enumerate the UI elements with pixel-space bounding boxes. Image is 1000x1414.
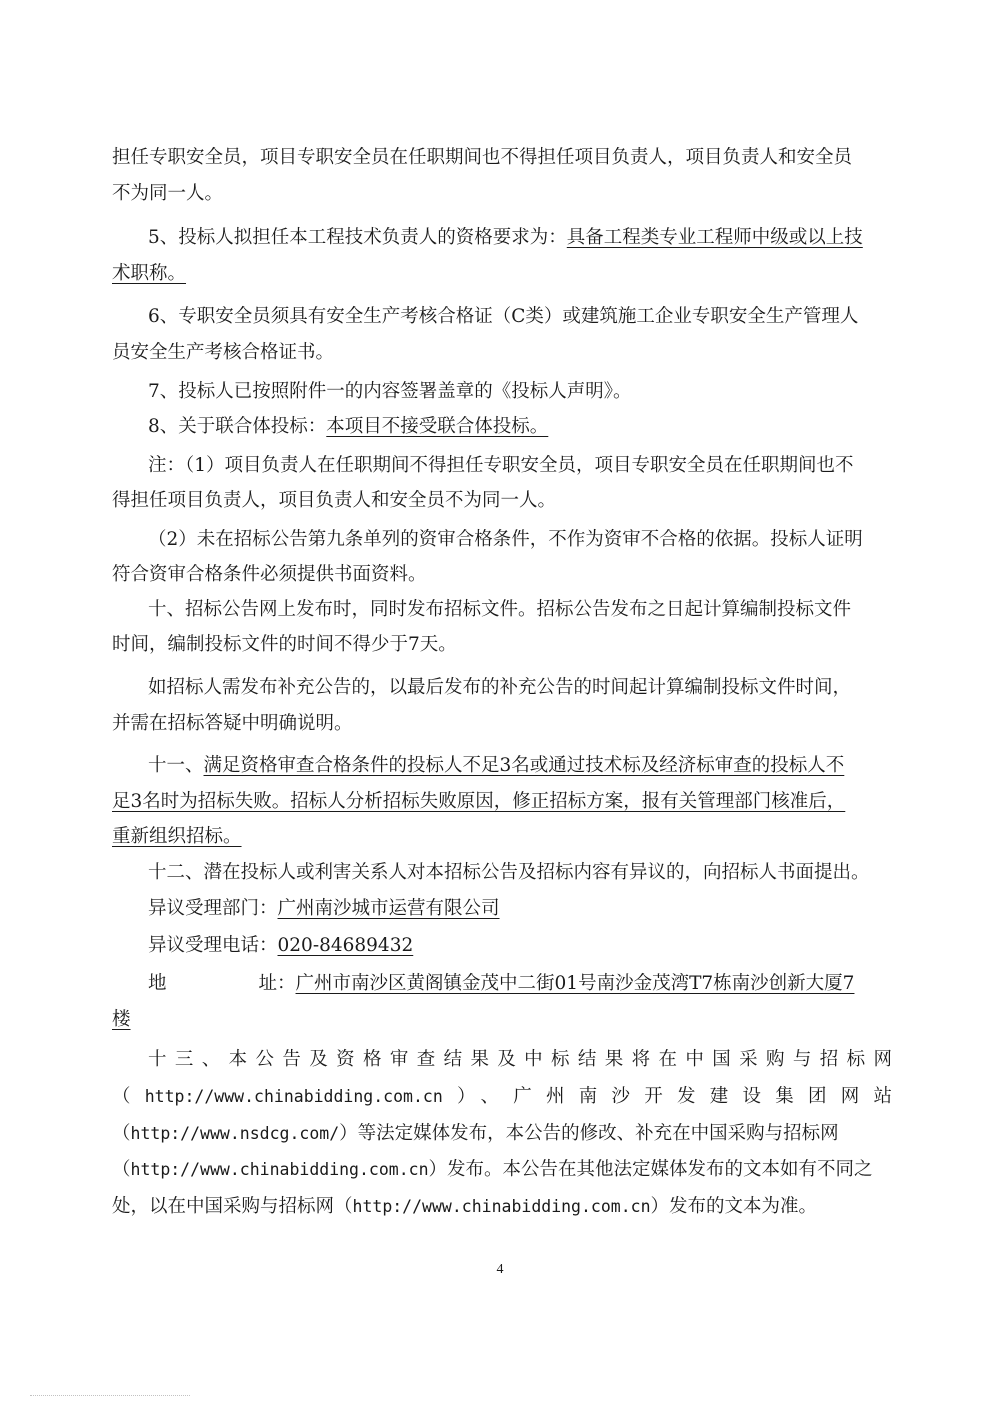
page-number: 4 xyxy=(496,1262,504,1277)
url-chinabidding[interactable]: http://www.chinabidding.com.cn xyxy=(130,1160,429,1179)
section-11-text-cont: 足3名时为招标失败。招标人分析招标失败原因，修正招标方案，报有关管理部门核准后， xyxy=(112,791,846,812)
clause-8 xyxy=(148,413,892,441)
clause-8-label: 8、关于联合体投标： xyxy=(148,416,327,437)
text-line xyxy=(112,788,892,816)
clause-5-requirement: 具备工程类专业工程师中级或以上技 xyxy=(566,227,863,248)
clause-5-label: 5、投标人拟担任本工程技术负责人的资格要求为： xyxy=(148,227,567,248)
section-10: 十、招标公告网上发布时，同时发布招标文件。招标公告发布之日起计算编制投标文件 xyxy=(148,599,852,620)
section-10-supplement: 如招标人需发布补充公告的，以最后发布的补充公告的时间起计算编制投标文件时间， xyxy=(148,677,852,698)
objection-department xyxy=(148,895,892,923)
url-nsdcg[interactable]: http://www.nsdcg.com/ xyxy=(130,1124,340,1143)
clause-5-requirement-cont: 术职称。 xyxy=(112,263,187,284)
text-segment: 处，以在中国采购与招标网（ xyxy=(112,1196,353,1217)
text-line: 担任专职安全员，项目专职安全员在任职期间也不得担任项目负责人，项目负责人和安全员 xyxy=(112,147,853,168)
section-11 xyxy=(148,752,892,780)
text-segment: ）发布。本公告在其他法定媒体发布的文本如有不同之 xyxy=(428,1159,873,1180)
objection-phone xyxy=(148,932,892,960)
text-line xyxy=(112,260,892,288)
objection-department-value: 广州南沙城市运营有限公司 xyxy=(277,898,500,919)
paren-open: （ xyxy=(112,1159,131,1180)
text-line: 不为同一人。 xyxy=(112,183,224,204)
clause-5 xyxy=(148,224,892,252)
paren-open: （ xyxy=(112,1123,131,1144)
section-11-text-cont: 重新组织招标。 xyxy=(112,826,242,847)
text-segment: ）、广州南沙开发建设集团网站 xyxy=(442,1086,892,1107)
text-line xyxy=(112,1083,892,1111)
text-line xyxy=(112,823,892,851)
text-segment: ）等法定媒体发布，本公告的修改、补充在中国采购与招标网 xyxy=(339,1123,839,1144)
clause-8-value: 本项目不接受联合体投标。 xyxy=(326,416,549,437)
text-line: 得担任项目负责人，项目负责人和安全员不为同一人。 xyxy=(112,490,557,511)
section-12: 十二、潜在投标人或利害关系人对本招标公告及招标内容有异议的，向招标人书面提出。 xyxy=(148,862,870,883)
objection-phone-label: 异议受理电话： xyxy=(148,935,278,956)
text-line: 员安全生产考核合格证书。 xyxy=(112,342,335,363)
text-line xyxy=(112,1120,892,1148)
text-line: 符合资审合格条件必须提供书面资料。 xyxy=(112,564,427,585)
section-11-text: 满足资格审查合格条件的投标人不足3名或通过技术标及经济标审查的投标人不 xyxy=(203,755,845,776)
url-chinabidding[interactable]: http://www.chinabidding.com.cn xyxy=(144,1087,443,1106)
text-line xyxy=(112,1156,892,1184)
text-line xyxy=(112,1193,892,1221)
paren-open: （ xyxy=(112,1086,145,1107)
address-value: 广州市南沙区黄阁镇金茂中二街01号南沙金茂湾T7栋南沙创新大厦7 xyxy=(295,973,855,994)
objection-department-label: 异议受理部门： xyxy=(148,898,278,919)
objection-phone-value: 020-84689432 xyxy=(277,935,414,956)
text-line: 并需在招标答疑中明确说明。 xyxy=(112,713,353,734)
clause-7: 7、投标人已按照附件一的内容签署盖章的《投标人声明》。 xyxy=(148,381,632,402)
section-11-label: 十一、 xyxy=(148,755,204,776)
note-1: 注：（1）项目负责人在任职期间不得担任专职安全员，项目专职安全员在任职期间也不 xyxy=(148,455,854,476)
address-value-cont: 楼 xyxy=(112,1009,131,1030)
address-label-1: 地 xyxy=(148,973,167,994)
section-13: 十三、本公告及资格审查结果及中标结果将在中国采购与招标网 xyxy=(148,1049,892,1070)
address-label-2: 址： xyxy=(258,973,296,994)
text-line xyxy=(112,1006,892,1034)
url-chinabidding[interactable]: http://www.chinabidding.com.cn xyxy=(352,1197,651,1216)
text-line: 时间，编制投标文件的时间不得少于7天。 xyxy=(112,634,457,655)
text-segment: ）发布的文本为准。 xyxy=(650,1196,818,1217)
note-2: （2）未在招标公告第九条单列的资审合格条件，不作为资审不合格的依据。投标人证明 xyxy=(148,529,863,550)
clause-6: 6、专职安全员须具有安全生产考核合格证（C类）或建筑施工企业专职安全生产管理人 xyxy=(148,306,859,327)
objection-address xyxy=(148,970,892,998)
scan-specks xyxy=(30,1395,190,1400)
